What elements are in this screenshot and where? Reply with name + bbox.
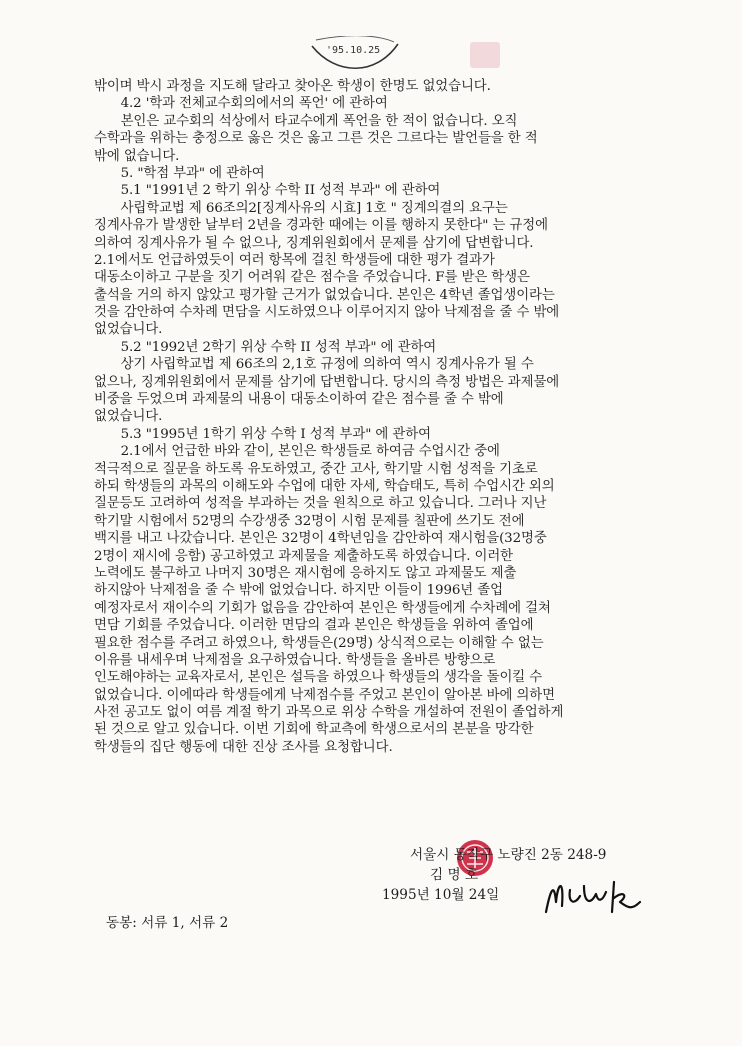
sender-name: 김 명 호 [430, 867, 479, 883]
text-line: 학생들의 집단 행동에 대한 진상 조사를 요청합니다. [94, 739, 393, 755]
pink-seal-mark [470, 42, 500, 68]
text-line: 적극적으로 질문을 하도록 유도하였고, 중간 고사, 학기말 시험 성적을 기초로 [94, 461, 538, 477]
text-line: 밖이며 박시 과정을 지도해 달라고 찾아온 학생이 한명도 없었습니다. [94, 79, 491, 94]
enclosure-note: 동봉: 서류 1, 서류 2 [106, 915, 229, 931]
text-line: 하되 학생들의 과목의 이해도와 수업에 대한 자세, 학습태도, 특히 수업시간 외의 [94, 478, 555, 494]
text-line: 없었습니다. [94, 409, 163, 425]
text-line: 수학과을 위하는 충정으로 옳은 것은 옳고 그른 것은 그르다는 발언들을 한 적 [94, 131, 538, 147]
text-line: 2.1에서도 언급하였듯이 여러 항목에 걸친 학생들에 대한 평가 결과가 [94, 252, 495, 268]
text-line: 본인은 교수회의 석상에서 타교수에게 폭언을 한 적이 없습니다. 오직 [94, 113, 518, 129]
text-line: 밖에 없습니다. [94, 148, 180, 164]
text-line: 상기 사립학교법 제 66조의 2,1호 규정에 의하여 역시 징계사유가 될 수 [94, 357, 534, 373]
text-line: 인도해야하는 교육자로서, 본인은 설득을 하였으나 학생들의 생각을 돌이킬 수 [94, 670, 543, 686]
text-line: 의하여 징계사유가 될 수 없으나, 징계위원회에서 문제를 삼기에 답변합니다. [94, 235, 534, 251]
text-line: 5.3 "1995년 1학기 위상 수학 I 성적 부과" 에 관하여 [94, 426, 431, 442]
letter-body [94, 78, 654, 756]
text-line: 백지를 내고 나갔습니다. 본인은 32명이 4학년임을 감안하여 재시험을(32명중 [94, 531, 547, 547]
text-line: 하지않아 낙제점을 줄 수 밖에 없었습니다. 하지만 이들이 1996년 졸업 [94, 583, 503, 599]
text-line: 사전 공고도 없이 여름 계절 학기 과목으로 위상 수학을 개설하여 전원이 졸업하게 [94, 705, 564, 721]
text-line: 노력에도 불구하고 나머지 30명은 재시험에 응하지도 않고 과제물도 제출 [94, 565, 517, 581]
text-line: 면담 기회를 주었습니다. 이러한 면담의 결과 본인은 학생들을 위하여 졸업에 [94, 618, 534, 634]
text-line: 5.2 "1992년 2학기 위상 수학 II 성적 부과" 에 관하여 [94, 339, 437, 355]
sender-address: 서울시 동작구 노량진 2동 248-9 [410, 847, 607, 863]
text-line: 징계사유가 발생한 날부터 2년을 경과한 때에는 이를 행하지 못한다" 는 규정에 [94, 218, 548, 234]
handwritten-signature-icon [540, 872, 650, 920]
letter-date: 1995년 10월 24일 [382, 887, 500, 903]
text-line: 없었습니다. [94, 322, 163, 338]
text-line: 2.1에서 언급한 바와 같이, 본인은 학생들로 하여금 수업시간 중에 [94, 444, 500, 460]
received-stamp-text: '95.10.25 [326, 45, 381, 56]
text-line: 없었습니다. 이에따라 학생들에게 낙제점수를 주었고 본인이 알아본 바에 의하면 [94, 687, 555, 703]
text-line: 예정자로서 재이수의 기회가 없음을 감안하여 본인은 학생들에게 수차례에 걸쳐 [94, 600, 551, 616]
text-line: 사립학교법 제 66조의2[징계사유의 시효] 1호 " 징계의결의 요구는 [94, 200, 508, 216]
text-line: 2명이 재시에 응함) 공고하였고 과제물을 제출하도록 하였습니다. 이러한 [94, 548, 514, 564]
text-line: 4.2 '학과 전체교수회의에서의 폭언' 에 관하여 [94, 96, 388, 112]
text-line: 것을 감안하여 수차례 면담을 시도하였으나 이루어지지 않아 낙제점을 줄 수 밖에 [94, 305, 560, 321]
text-line: 학기말 시험에서 52명의 수강생중 32명이 시험 문제를 칠판에 쓰기도 전에 [94, 513, 525, 529]
text-line: 없으나, 징계위원회에서 문제를 삼기에 답변합니다. 당시의 측정 방법은 과제물에 [94, 374, 560, 390]
text-line: 비중을 두었으며 과제물의 내용이 대동소이하여 같은 점수를 줄 수 밖에 [94, 392, 504, 408]
text-line: 출석을 거의 하지 않았고 평가할 근거가 없었습니다. 본인은 4학년 졸업생이라는 [94, 287, 555, 303]
text-line: 대동소이하고 구분을 짓기 어려워 같은 점수을 주었습니다. F를 받은 학생은 [94, 270, 530, 286]
text-line: 된 것으로 알고 있습니다. 이번 기회에 학교측에 학생으로서의 본분을 망각한 [94, 722, 534, 738]
text-line: 5. "학점 부과" 에 관하여 [94, 165, 265, 181]
text-line: 이유를 내세우며 낙제점을 요구하였습니다. 학생들을 올바른 방향으로 [94, 652, 496, 668]
text-line: 필요한 점수를 주려고 하였으나, 학생들은(29명) 상식적으로는 이해할 수 없는 [94, 635, 544, 651]
text-line: 질문등도 고려하여 성적을 부과하는 것을 원칙으로 하고 있습니다. 그러나 지난 [94, 496, 547, 512]
received-stamp-icon [306, 36, 402, 70]
text-line: 5.1 "1991년 2 학기 위상 수학 II 성적 부과" 에 관하여 [94, 183, 441, 199]
